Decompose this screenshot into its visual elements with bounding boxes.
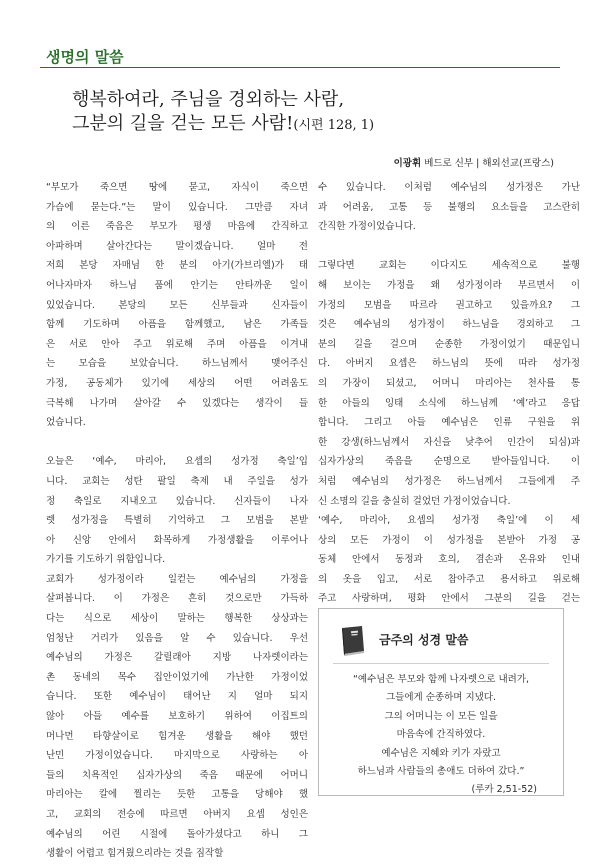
text-line: ‘예수, 마리아, 요셉의 성가정 축일’에 이 세 [318,515,580,527]
verse-line: “예수님은 부모와 함께 나자렛으로 내려가, [352,674,530,685]
text-line: 있었습니다. 본당의 모든 신부들과 신자들이 [46,299,308,311]
weekly-scripture-box [318,608,564,796]
text-line: 의 가장이 되셨고, 어머니 마리아는 천사를 통 [318,377,580,389]
text-line: 엄청난 거리가 있음을 알 수 있습니다. 우선 [46,632,308,644]
text-line: 그렇다면 교회는 이다지도 세속적으로 불행 [318,260,580,272]
text-line: 머나먼 타향살이로 힘겨운 생활을 해야 했던 [46,730,308,742]
text-line: 저희 본당 자매님 한 분의 아기(가브리엘)가 태 [46,260,308,272]
text-line: 간직한 가정이었습니다. [318,221,416,233]
paragraph-gap [318,237,580,257]
text-line: 습니다. 또한 예수님이 태어난 지 얼마 되지 [46,691,308,703]
text-line: 다. 아버지 요셉은 하느님의 뜻에 따라 성가정 [318,358,580,370]
scripture-reference: (시편 128, 1) [293,118,375,133]
text-line: 가기를 기도하기 위함입니다. [46,554,166,566]
text-line: 상의 모든 가정이 이 성가정을 본받아 가정 공 [318,534,580,546]
text-line: 예수님의 가정은 갈릴래아 지방 나자렛이라는 [46,652,308,664]
text-line: 아 신앙 안에서 화목하게 가정생활을 이루어나 [46,534,308,546]
author-name: 이광휘 [393,158,422,169]
text-line: 한 아들의 잉태 소식에 하느님께 ‘예’라고 응답 [318,397,580,409]
text-line: 오늘은 ‘예수, 마리아, 요셉의 성가정 축일’입 [46,456,308,468]
verse-line: 마음속에 간직하였다. [396,729,486,741]
box-divider [333,663,549,664]
text-line: 주고 사랑하며, 평화 안에서 그분의 길을 걷는 [318,593,580,605]
text-line: 촌 동네의 목수 집안이었기에 가난한 가정이었 [46,671,308,683]
article-title [72,88,572,138]
text-line: 의 이른 죽음은 부모가 평생 마음에 간직하고 [46,221,308,233]
text-line: 신 소명의 길을 충실히 걸었던 가정이었습니다. [318,495,511,507]
text-line: 동체 안에서 동정과 호의, 겸손과 온유와 인내 [318,554,580,566]
text-line: 가정, 공동체가 있기에 세상의 어떤 어려움도 [46,377,308,389]
text-line: 마리아는 칼에 찔리는 듯한 고통을 당해야 했 [46,789,308,801]
text-line: 아파하며 살아간다는 말이겠습니다. 얼마 전 [46,240,308,252]
text-line: 다는 식으로 세상이 말하는 행복한 상상과는 [46,613,308,625]
text-line: 은 서로 안아 주고 위로해 주며 아픔을 이겨내 [46,338,308,350]
verse-line: 그의 어머니는 이 모든 일을 [384,710,498,722]
text-line: 과 어려움, 고통 등 불행의 요소들을 고스란히 [318,201,580,213]
body-column-right [318,178,580,629]
text-line: 니다. 교회는 성탄 팔일 축제 내 주일을 성가 [46,475,308,487]
text-line: 처럼 예수님의 성가정은 하느님께서 그들에게 주 [318,475,580,487]
title-line-2 [72,112,572,138]
text-line: 생활이 어렵고 힘겨웠으리라는 것을 짐작할 [46,848,224,860]
text-line: 교회가 성가정이라 일컫는 예수님의 가정을 [46,573,308,585]
verse-line: 하느님과 사람들의 총애도 더하여 갔다.” [357,766,525,778]
text-line: 는 모습을 보았습니다. 하느님께서 맺어주신 [46,358,308,370]
text-line: 한 강생(하느님께서 자신을 낮추어 인간이 되심)과 [318,436,580,448]
text-line: 살펴봅니다. 이 가정은 흔히 것으로만 가득하 [46,593,308,605]
verse-line: 그들에게 순종하며 지냈다. [385,692,496,704]
text-line: 렛 성가정을 특별히 기억하고 그 모범을 본받 [46,515,308,527]
scripture-verse [327,671,555,800]
text-line: 고, 교회의 전승에 따르면 아버지 요셉 성인은 [46,809,308,820]
text-line: 의 옷을 입고, 서로 참아주고 용서하고 위로해 [318,573,580,585]
header-divider [40,67,560,68]
text-line: 었습니다. [46,417,86,429]
text-line: 십자가상의 죽음을 순명으로 받아들입니다. 이 [318,456,580,468]
paragraph-gap [46,433,308,453]
title-line-1: 행복하여라, 주님을 경외하는 사람, [72,89,345,110]
verse-line: 예수님은 지혜와 키가 자랐고 [381,747,501,759]
text-line: 가정의 모범을 따르라 권고하고 있을까요? 그 [318,299,580,311]
text-line: 예수님의 어린 시절에 돌아가셨다고 하니 그 [46,828,308,840]
text-line: 것은 예수님의 성가정이 하느님을 경외하고 그 [318,319,580,331]
text-line: 해 보이는 가정을 왜 성가정이라 부르면서 이 [318,279,580,291]
byline [394,155,554,169]
text-line: 들의 치욕적인 십자가상의 죽음 때문에 어머니 [46,769,308,781]
title-line-2-text: 그분의 길을 걷는 모든 사람! [72,113,294,134]
text-line: 합니다. 그리고 아들 예수님은 인류 구원을 위 [318,417,580,429]
verse-citation: (루카 2,51-52) [471,784,537,796]
text-line: 극복해 나가며 살아갈 수 있겠다는 생각이 들 [46,397,308,409]
section-label: 생명의 말씀 [46,48,124,66]
text-line: “부모가 죽으면 땅에 묻고, 자식이 죽으면 [46,182,308,193]
bible-icon [337,623,369,657]
text-line: 않아 아들 예수를 보호하기 위하여 이집트의 [46,711,308,723]
text-line: 정 축일로 지내오고 있습니다. 신자들이 나자 [46,495,308,507]
text-line: 가슴에 묻는다.”는 말이 있습니다. 그만큼 자녀 [46,201,308,213]
text-line: 난민 가정이었습니다. 마지막으로 사랑하는 아 [46,750,308,762]
text-line: 분의 길을 걸으며 순종한 가정이었기 때문입니 [318,338,580,350]
text-line: 어나자마자 하느님 품에 안기는 안타까운 일이 [46,279,308,291]
author-role: 베드로 신부 | 해외선교(프랑스) [424,158,554,169]
box-title: 금주의 성경 말씀 [379,633,469,647]
text-line: 함께 기도하며 아픔을 함께했고, 남은 가족들 [46,319,308,331]
text-line: 수 있습니다. 이처럼 예수님의 성가정은 가난 [318,182,580,193]
body-column-left [46,178,308,864]
